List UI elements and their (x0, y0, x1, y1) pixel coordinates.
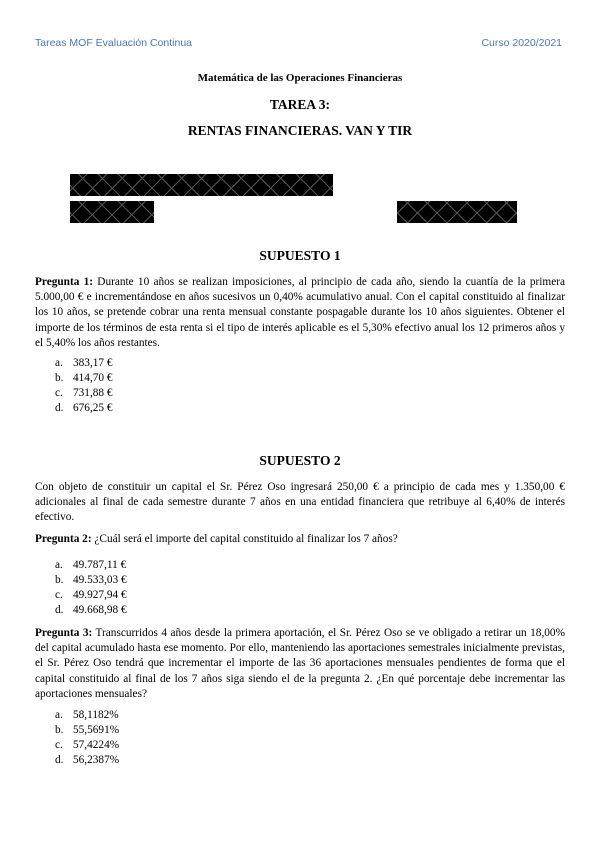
option-item (55, 386, 113, 401)
option-item (55, 558, 127, 573)
option-item (55, 753, 119, 768)
header-course-title: Tareas MOF Evaluación Continua (35, 37, 192, 49)
section-heading-supuesto-1: SUPUESTO 1 (259, 248, 341, 263)
question-2-label: Pregunta 2: (35, 533, 92, 545)
redacted-group-block (397, 201, 517, 223)
topic-title: RENTAS FINANCIERAS. VAN Y TIR (187, 123, 413, 138)
question-1 (35, 275, 565, 351)
option-text: 49.787,11 € (73, 559, 127, 571)
option-text: 676,25 € (73, 402, 113, 414)
option-item (55, 401, 113, 416)
option-letter: a. (55, 709, 63, 721)
subject-title: Matemática de las Operaciones Financieras (197, 72, 403, 84)
redacted-name-block (70, 174, 333, 196)
question-1-options (55, 356, 113, 416)
option-text: 49.927,94 € (73, 589, 127, 601)
option-letter: c. (55, 387, 63, 399)
option-item (55, 738, 119, 753)
option-text: 55,5691% (73, 724, 120, 736)
question-3-options (55, 708, 119, 768)
option-letter: d. (55, 604, 64, 616)
question-3-text: Transcurridos 4 años desde la primera aportación, el Sr. Pérez Oso se ve obligado a retirar un 18,00% del capital acumulado hasta ese momento. Por ello, manteniendo las aportaciones semestrales inicialmente previstas, el Sr. Pérez Oso tendrá que incrementar el importe de las 36 aportaciones mensuales pendientes de forma que el capital constituido al final de los 7 años siga siendo el de la pregunta 2. ¿En qué porcentaje debe incrementar las aportaciones mensuales? (35, 627, 565, 700)
option-text: 56,2387% (73, 754, 120, 766)
question-2 (35, 532, 565, 547)
option-letter: b. (55, 372, 64, 384)
section-heading-supuesto-2: SUPUESTO 2 (259, 453, 341, 468)
option-letter: a. (55, 559, 63, 571)
option-text: 49.533,03 € (73, 574, 127, 586)
task-title: TAREA 3: (269, 97, 331, 112)
option-text: 383,17 € (73, 357, 113, 369)
option-item (55, 708, 119, 723)
question-1-text: Durante 10 años se realizan imposiciones, al principio de cada año, siendo la cuantía de la primera 5.000,00 € e incrementándose en años sucesivos un 0,40% acumulativo anual. Con el capital constituido al finalizar los 10 años, se pretende cobrar una renta mensual constante pospagable durante los 10 años siguientes. Obtener el importe de los términos de esta renta si el tipo de interés aplicable es el 5,30% efectivo anual los 12 primeros años y el 5,40% los años restantes. (35, 276, 565, 349)
option-item (55, 573, 127, 588)
option-text: 414,70 € (73, 372, 113, 384)
redacted-id-block (70, 201, 154, 223)
option-letter: a. (55, 357, 63, 369)
option-letter: d. (55, 402, 64, 414)
option-item (55, 356, 113, 371)
option-text: 57,4224% (73, 739, 120, 751)
header-academic-year: Curso 2020/2021 (481, 37, 562, 49)
option-letter: b. (55, 724, 64, 736)
question-1-label: Pregunta 1: (35, 276, 94, 288)
option-text: 58,1182% (73, 709, 119, 721)
option-text: 731,88 € (73, 387, 113, 399)
option-letter: c. (55, 589, 63, 601)
option-item (55, 723, 119, 738)
question-2-text: ¿Cuál será el importe del capital constituido al finalizar los 7 años? (94, 533, 398, 545)
option-letter: d. (55, 754, 64, 766)
question-3 (35, 626, 565, 702)
option-letter: c. (55, 739, 63, 751)
option-item (55, 588, 127, 603)
option-letter: b. (55, 574, 64, 586)
question-2-options (55, 558, 127, 618)
option-text: 49.668,98 € (73, 604, 127, 616)
supuesto-2-intro: Con objeto de constituir un capital el Sr. Pérez Oso ingresará 250,00 € a principio de cada mes y 1.350,00 € adicionales al final de cada semestre durante 7 años en una entidad financiera que retribuye al 6,40% de interés efectivo. (35, 481, 565, 524)
option-item (55, 371, 113, 386)
option-item (55, 603, 127, 618)
question-3-label: Pregunta 3: (35, 627, 93, 639)
